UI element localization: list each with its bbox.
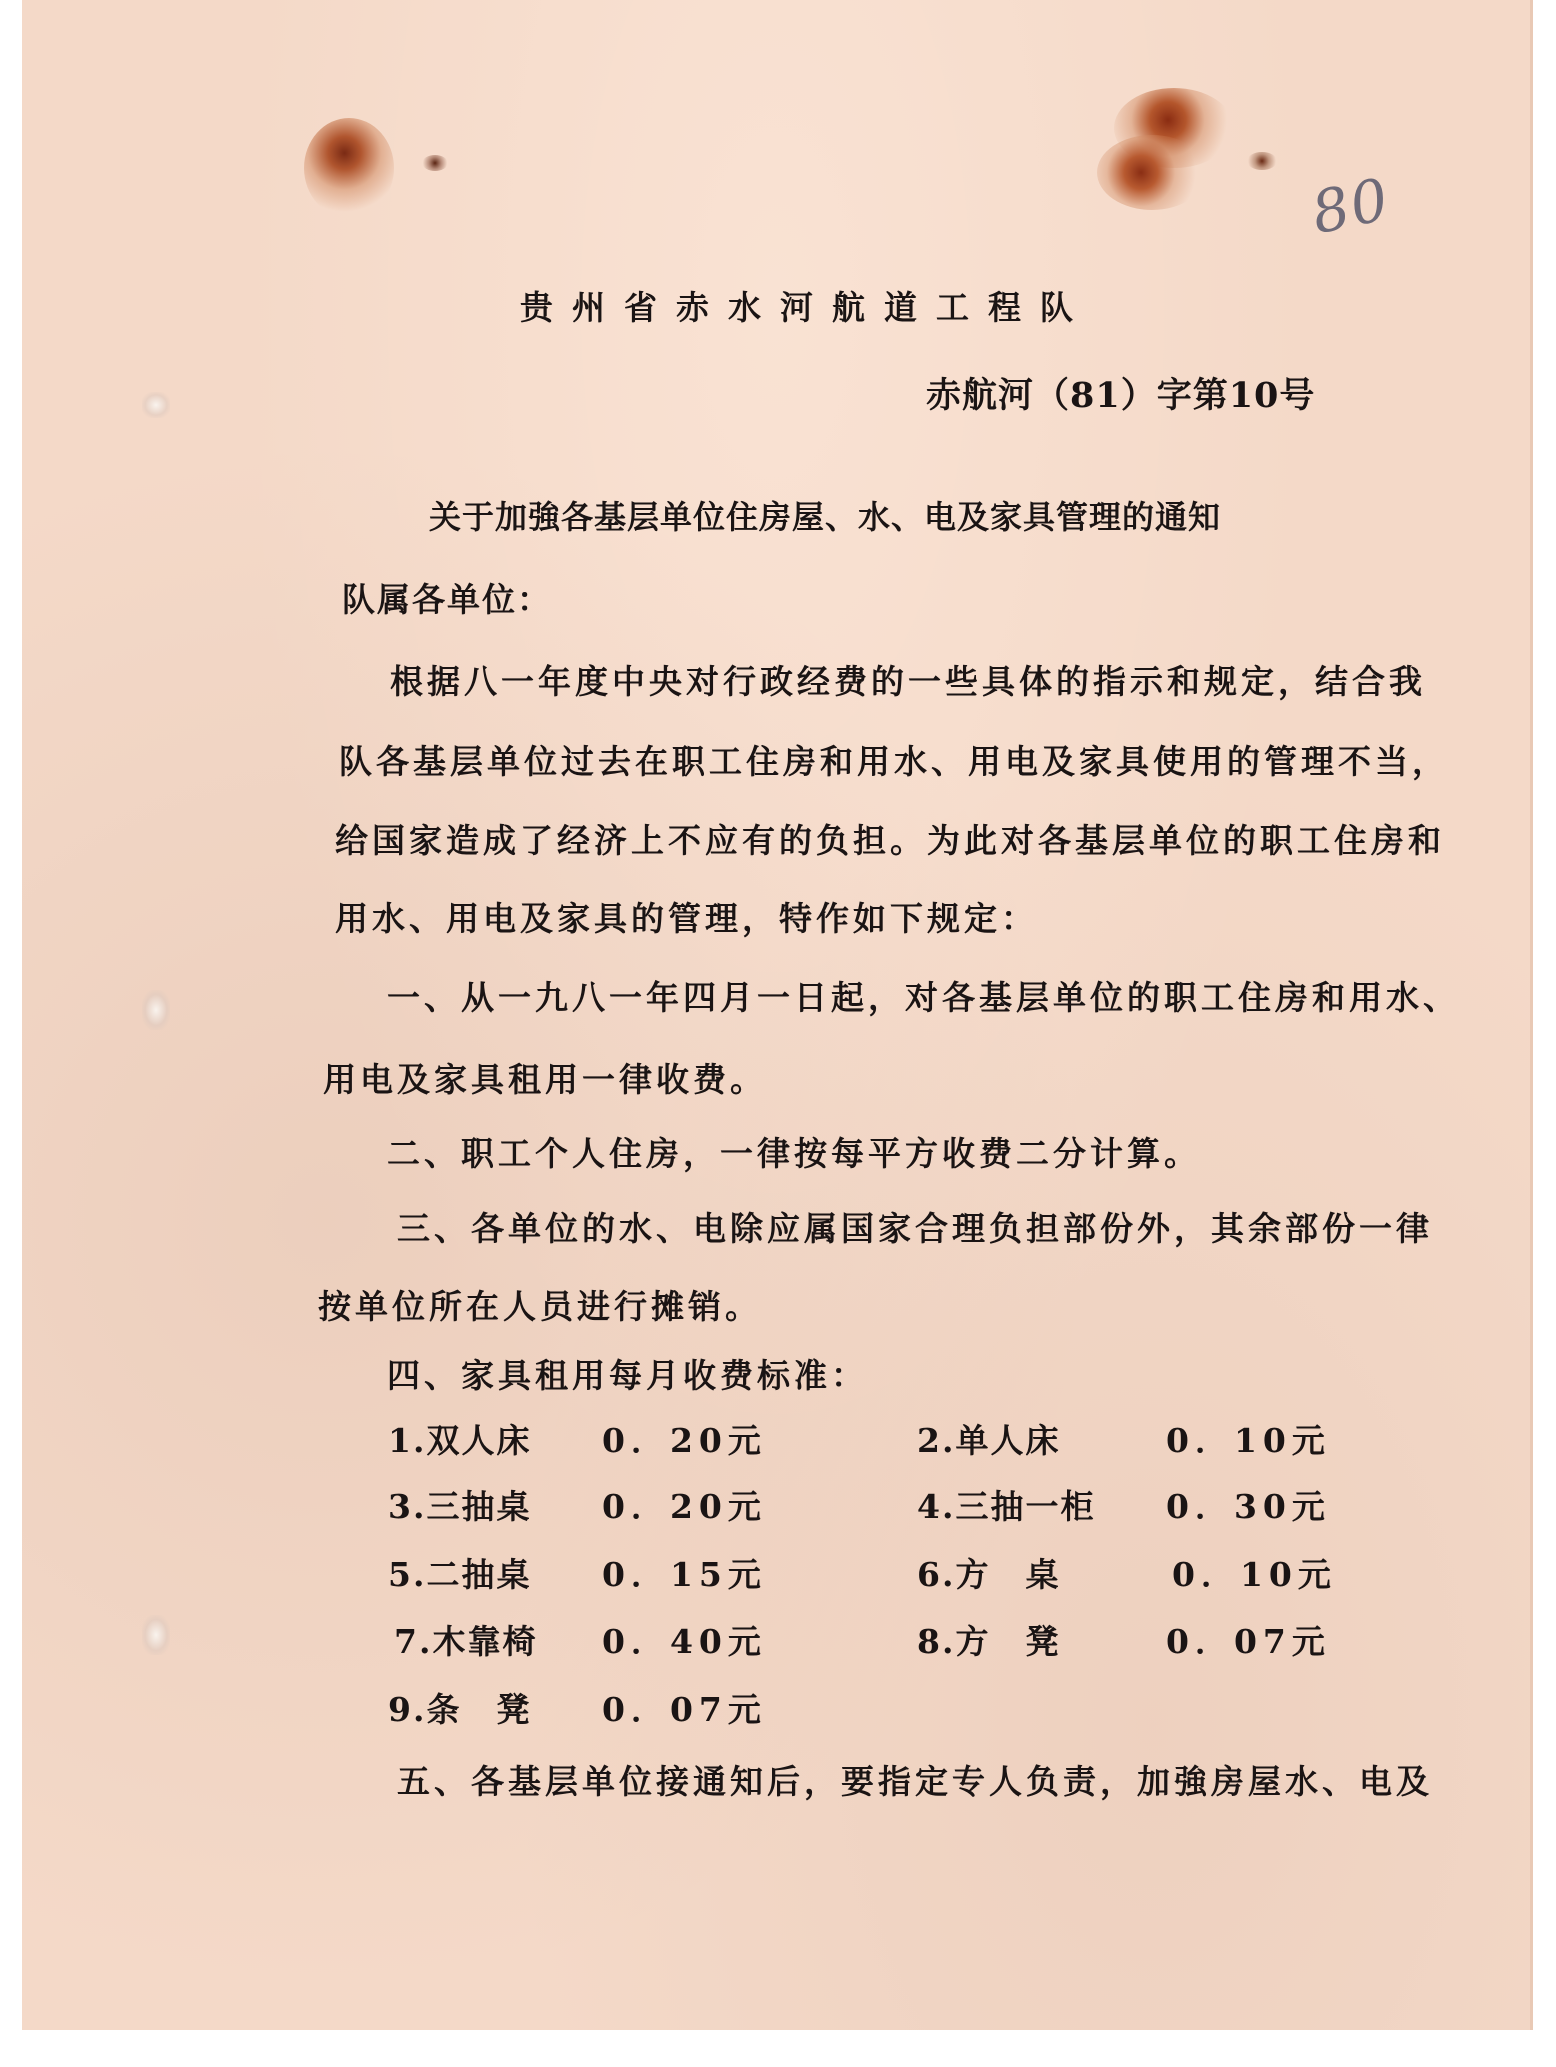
punch-hole bbox=[142, 1615, 170, 1655]
document-page bbox=[22, 0, 1533, 2030]
body-line: 三、各单位的水、电除应属国家合理负担部份外，其余部份一律 bbox=[397, 1209, 1433, 1248]
body-line: 按单位所在人员进行摊销。 bbox=[318, 1287, 762, 1326]
handwritten-page-number: 80 bbox=[1305, 164, 1397, 248]
furniture-item-name: 7.木靠椅 bbox=[394, 1622, 538, 1661]
body-line: 队各基层单位过去在职工住房和用水、用电及家具使用的管理不当， bbox=[339, 742, 1449, 781]
furniture-item-name: 9.条 凳 bbox=[388, 1690, 532, 1729]
furniture-item-name: 3.三抽桌 bbox=[388, 1487, 532, 1526]
furniture-item-price: 0．40元 bbox=[602, 1622, 767, 1661]
rust-stain bbox=[1097, 135, 1207, 210]
punch-hole bbox=[142, 990, 170, 1030]
furniture-item-price: 0．20元 bbox=[602, 1487, 767, 1526]
document-number: 赤航河（81）字第10号 bbox=[926, 375, 1316, 416]
furniture-item-price: 0．15元 bbox=[602, 1555, 767, 1594]
rust-spot bbox=[1247, 152, 1277, 170]
furniture-item-name: 8.方 凳 bbox=[917, 1622, 1061, 1661]
furniture-item-price: 0．20元 bbox=[602, 1421, 767, 1460]
furniture-item-price: 0．10元 bbox=[1166, 1421, 1331, 1460]
rust-spot bbox=[422, 155, 448, 171]
body-line: 五、各基层单位接通知后，要指定专人负责，加強房屋水、电及 bbox=[397, 1762, 1433, 1801]
organization-title: 贵州省赤水河航道工程队 bbox=[520, 288, 1092, 327]
body-line: 用电及家具租用一律收费。 bbox=[323, 1060, 767, 1099]
body-line: 一、从一九八一年四月一日起，对各基层单位的职工住房和用水、 bbox=[387, 978, 1460, 1017]
body-line: 四、家具租用每月收费标准： bbox=[387, 1356, 868, 1395]
furniture-item-name: 5.二抽桌 bbox=[388, 1555, 532, 1594]
furniture-item-name: 6.方 桌 bbox=[917, 1555, 1061, 1594]
body-line: 用水、用电及家具的管理，特作如下规定： bbox=[335, 899, 1038, 938]
body-line: 根据八一年度中央对行政经费的一些具体的指示和规定，结合我 bbox=[390, 662, 1426, 701]
furniture-item-name: 2.单人床 bbox=[917, 1421, 1061, 1460]
furniture-item-price: 0．30元 bbox=[1166, 1487, 1331, 1526]
body-line: 给国家造成了经济上不应有的负担。为此对各基层单位的职工住房和 bbox=[335, 821, 1445, 860]
addressee: 队属各单位： bbox=[342, 580, 552, 619]
body-line: 二、职工个人住房，一律按每平方收费二分计算。 bbox=[387, 1134, 1201, 1173]
furniture-item-name: 4.三抽一柜 bbox=[917, 1487, 1096, 1526]
rust-stain bbox=[304, 118, 394, 218]
punch-hole bbox=[142, 392, 170, 418]
document-subject: 关于加強各基层单位住房屋、水、电及家具管理的通知 bbox=[429, 498, 1222, 536]
furniture-item-name: 1.双人床 bbox=[388, 1421, 532, 1460]
furniture-item-price: 0．07元 bbox=[602, 1690, 767, 1729]
furniture-item-price: 0．10元 bbox=[1172, 1555, 1337, 1594]
furniture-item-price: 0．07元 bbox=[1166, 1622, 1331, 1661]
